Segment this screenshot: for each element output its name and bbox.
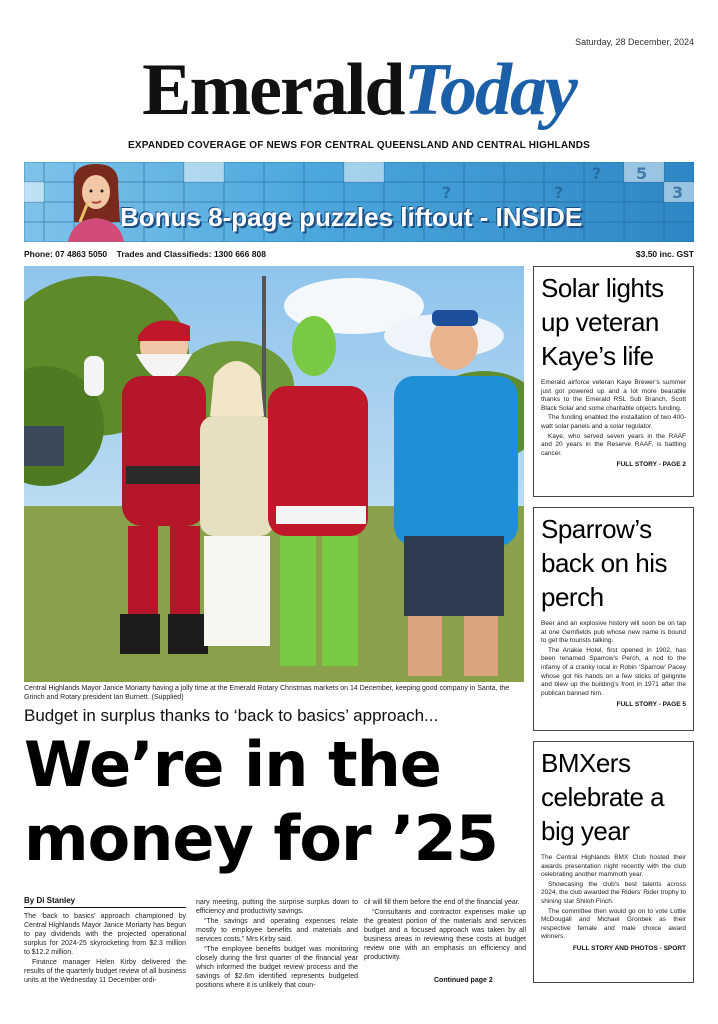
sidebar-headline: Solar lights up veteran Kaye’s life <box>541 273 664 371</box>
paragraph: nary meeting, putting the surprise surplus down to efficiency and productivity savings. <box>196 899 358 915</box>
sidebar-body <box>541 854 686 942</box>
phone-number: Phone: 07 4863 5050 <box>24 249 108 259</box>
paragraph: The committee then would go on to vote Lottie McDougall and Michael Gronbek as their respective female and male choice award winners. <box>541 907 686 941</box>
paragraph: Beer and an explosive history will soon be on tap at one Gemfields pub whose new name is bound to get the tourists talking. <box>541 620 686 645</box>
sidebar-story-sparrow[interactable] <box>533 507 694 731</box>
paragraph: Emerald airforce veteran Kaye Brewer’s summer just got powered up and a lot more bearable thanks to the Emerald RSL Sub Branch, Scott Black Solar and some charitable objects funding. <box>541 379 686 412</box>
svg-text:?: ? <box>442 183 452 202</box>
cover-price: $3.50 inc. GST <box>635 249 694 259</box>
masthead[interactable] <box>0 48 718 133</box>
paragraph: Finance manager Helen Kirby delivered the results of the quarterly budget review of all business units at the Wednesday 11 December ordi- <box>24 959 186 984</box>
contact-bar <box>24 249 694 259</box>
svg-text:?: ? <box>554 183 564 202</box>
sidebar-body <box>541 379 686 458</box>
issue-date: Saturday, 28 December, 2024 <box>575 37 694 47</box>
article-column-3 <box>364 898 526 963</box>
svg-text:?: ? <box>592 164 602 183</box>
paragraph: The funding enabled the installation of two 400-watt solar panels and a solar regulator. <box>541 414 686 430</box>
puzzles-promo-banner[interactable] <box>24 162 694 242</box>
paragraph: Showcasing the club’s best talents across 2024, the club awarded the Riders’ Rider trophy to shining star Shiloh Finch. <box>541 880 686 905</box>
sidebar-body <box>541 620 686 698</box>
lead-kicker: Budget in surplus thanks to ‘back to basics’ approach... <box>24 706 439 725</box>
article-column-1 <box>24 912 186 986</box>
classifieds-number: Trades and Classifieds: 1300 666 808 <box>116 249 266 259</box>
lead-photo[interactable] <box>24 266 524 682</box>
sidebar-story-solar[interactable] <box>533 266 694 497</box>
full-story-link[interactable]: FULL STORY - PAGE 2 <box>616 461 686 469</box>
masthead-today: Today <box>403 49 576 131</box>
svg-text:3: 3 <box>672 183 684 202</box>
continued-link[interactable]: Continued page 2 <box>434 977 493 984</box>
paragraph: The Anakie Hotel, first opened in 1902, has been renamed Sparrow’s Perch, a nod to the infamy of a cranky local in Robin ‘Sparrow’ Pacey whose got his hands on a few sticks of gelignite and blew up the building’s front in 1971 after the publican banned him. <box>541 646 686 697</box>
photo-caption: Central Highlands Mayor Janice Moriarty having a jolly time at the Emerald Rotary Christmas markets on 14 December, keeping good company in Santa, the Grinch and Rotary president Ian Burnett. (Supplied) <box>24 685 510 701</box>
paragraph: cil will fill them before the end of the financial year. <box>364 899 520 906</box>
article-column-2 <box>196 898 358 991</box>
paragraph: The Central Highlands BMX Club hosted their awards presentation night recently with the club celebrating another mammoth year. <box>541 854 686 879</box>
paragraph: Kaye, who served seven years in the RAAF and 20 years in the Reserve RAAF, is battling cancer. <box>541 432 686 457</box>
full-story-link[interactable]: FULL STORY - PAGE 5 <box>616 701 686 709</box>
paragraph: “The employee benefits budget was monitoring closely during the first quarter of the financial year which informed the budget review process and the savings of $2.6m identified represents budgeted positions where it is unlikely that coun- <box>196 946 358 989</box>
byline: By Di Stanley <box>24 896 186 908</box>
sidebar-story-bmx[interactable] <box>533 741 694 983</box>
svg-text:5: 5 <box>636 164 648 183</box>
full-story-link[interactable]: FULL STORY AND PHOTOS - SPORT <box>572 944 686 952</box>
christmas-markets-photo <box>24 266 524 682</box>
sidebar-headline: Sparrow’s back on his perch <box>541 514 668 612</box>
masthead-emerald: Emerald <box>142 49 404 131</box>
paragraph: “Consultants and contractor expenses make up the greatest portion of the materials and services budget and a focused approach was taken by all business areas in reviewing these costs at budget review one with an emphasis on efficiency and productivity. <box>364 909 526 961</box>
sidebar-headline: BMXers celebrate a big year <box>541 748 665 846</box>
tagline: EXPANDED COVERAGE OF NEWS FOR CENTRAL QUEENSLAND AND CENTRAL HIGHLANDS <box>128 140 590 151</box>
paragraph: “The savings and operating expenses relate mostly to employee benefits and materials and services costs,” Mrs Kirby said. <box>196 918 358 943</box>
paragraph: The ‘back to basics’ approach championed by Central Highlands Mayor Janice Moriarty has begun to pay dividends with the projected operational surplus for 2024-25 skyrocketing from $2.3 million to $12.2 million. <box>24 913 186 956</box>
promo-text: Bonus 8-page puzzles liftout - INSIDE <box>120 202 583 232</box>
lead-headline[interactable]: We’re in the money for ’25 <box>24 728 498 875</box>
